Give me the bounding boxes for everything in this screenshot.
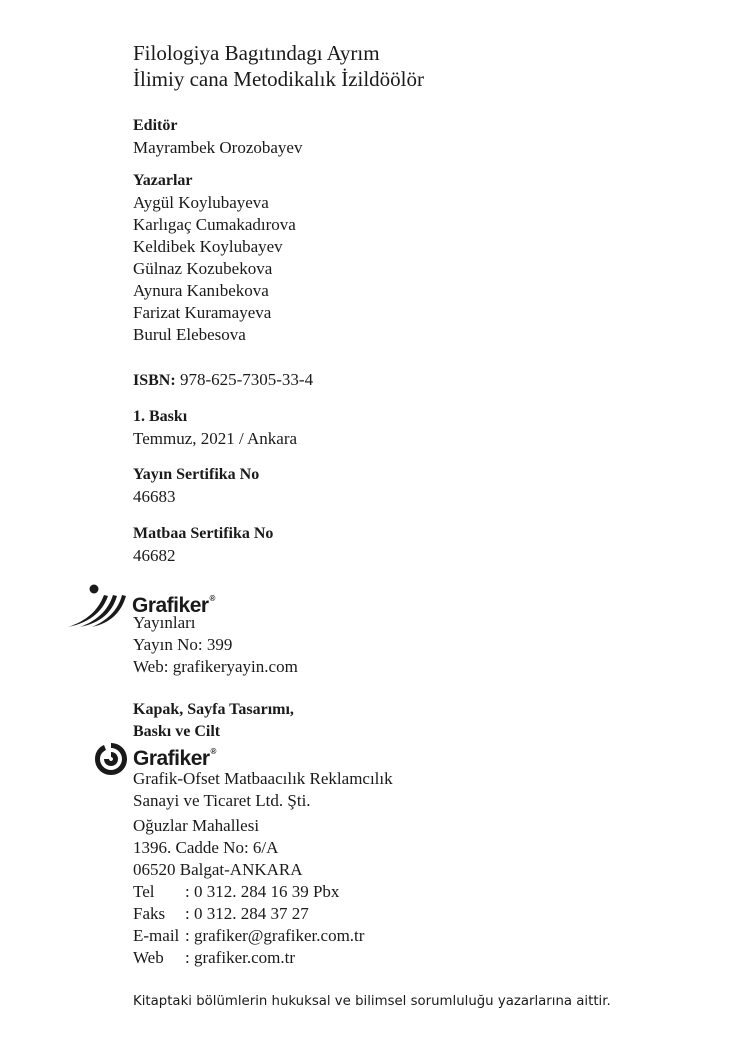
publisher-cert-label: Yayın Sertifika No xyxy=(133,466,260,483)
print-cert-label: Matbaa Sertifika No xyxy=(133,525,274,542)
contact-email: E-mail : grafiker@grafiker.com.tr xyxy=(133,926,365,945)
isbn-label: ISBN: xyxy=(133,372,176,389)
address-line-3: 06520 Balgat-ANKARA xyxy=(133,860,303,879)
author-name: Burul Elebesova xyxy=(133,325,246,344)
title-line-2: İlimiy cana Metodikalık İzildöölör xyxy=(133,67,425,91)
publisher-cert-section xyxy=(133,464,259,508)
print-cert-value: 46682 xyxy=(133,546,176,565)
company-line-2: Sanayi ve Ticaret Ltd. Şti. xyxy=(133,791,311,810)
publisher-web: Web: grafikeryayin.com xyxy=(133,657,298,676)
author-name: Keldibek Koylubayev xyxy=(133,237,283,256)
address-line-1: Oğuzlar Mahallesi xyxy=(133,816,260,835)
grafiker-badge-icon xyxy=(92,740,130,778)
contact-web: Web : grafiker.com.tr xyxy=(133,948,295,967)
editor-label: Editör xyxy=(133,117,178,134)
printer-address xyxy=(133,815,364,969)
edition-value: Temmuz, 2021 / Ankara xyxy=(133,429,298,448)
printer-company xyxy=(133,768,393,812)
author-name: Karlıgaç Cumakadırova xyxy=(133,215,296,234)
publisher-subtitle: Yayınları xyxy=(133,613,196,632)
publisher-cert-value: 46683 xyxy=(133,487,176,506)
address-line-2: 1396. Cadde No: 6/A xyxy=(133,838,279,857)
publisher-brand: Grafiker® xyxy=(132,594,215,617)
printer-label-line-1: Kapak, Sayfa Tasarımı, xyxy=(133,701,294,718)
editor-section xyxy=(133,115,302,159)
isbn-value: 978-625-7305-33-4 xyxy=(179,370,314,389)
authors-section xyxy=(133,170,296,346)
edition-label: 1. Baskı xyxy=(133,408,188,425)
publisher-section xyxy=(133,612,298,678)
responsibility-note: Kitaptaki bölümlerin hukuksal ve bilimsel sorumluluğu yazarlarına aittir. xyxy=(133,994,611,1009)
grafiker-swoosh-icon xyxy=(66,583,132,629)
author-name: Gülnaz Kozubekova xyxy=(133,259,273,278)
isbn-section xyxy=(133,369,313,392)
printer-label-line-2: Baskı ve Cilt xyxy=(133,723,221,740)
book-title xyxy=(133,40,424,92)
company-line-1: Grafik-Ofset Matbaacılık Reklamcılık xyxy=(133,769,393,788)
printer-brand: Grafiker® xyxy=(133,747,216,770)
author-name: Farizat Kuramayeva xyxy=(133,303,272,322)
contact-fax: Faks : 0 312. 284 37 27 xyxy=(133,904,309,923)
editor-name: Mayrambek Orozobayev xyxy=(133,138,303,157)
title-line-1: Filologiya Bagıtındagı Ayrım xyxy=(133,41,380,65)
contact-tel: Tel : 0 312. 284 16 39 Pbx xyxy=(133,882,340,901)
author-name: Aygül Koylubayeva xyxy=(133,193,269,212)
print-cert-section xyxy=(133,523,273,567)
edition-section xyxy=(133,406,297,450)
author-name: Aynura Kanıbekova xyxy=(133,281,269,300)
publisher-number: Yayın No: 399 xyxy=(133,635,233,654)
authors-label: Yazarlar xyxy=(133,172,193,189)
